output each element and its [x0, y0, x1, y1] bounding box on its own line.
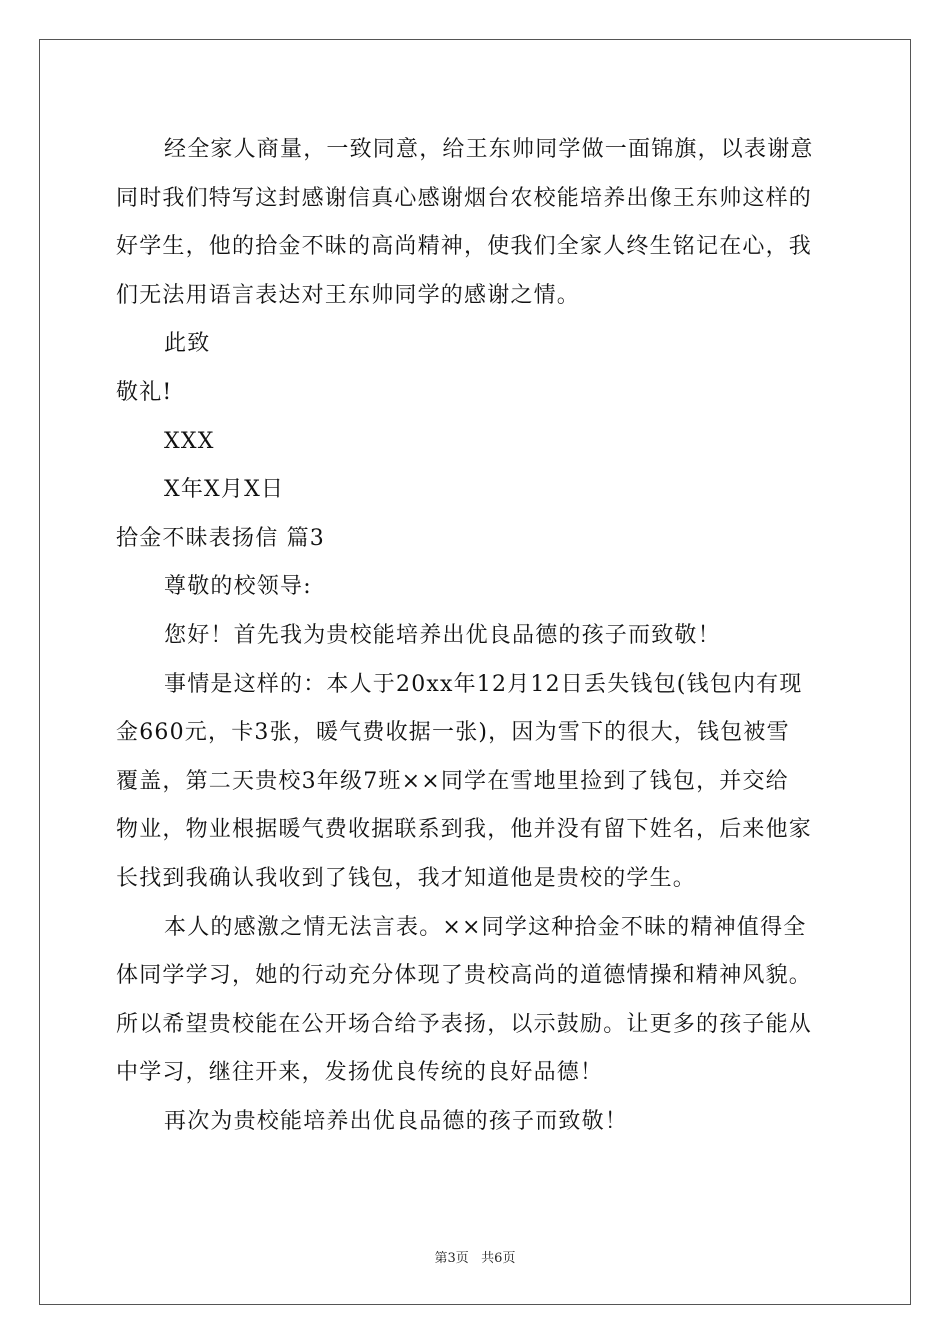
paragraph-line: 再次为贵校能培养出优良品德的孩子而致敬！: [164, 1108, 629, 1134]
paragraph-line: 体同学学习，她的行动充分体现了贵校高尚的道德情操和精神风貌。: [116, 963, 813, 989]
paragraph-line: 长找到我确认我收到了钱包，我才知道他是贵校的学生。: [116, 865, 697, 891]
section-heading: 拾金不昧表扬信 篇3: [116, 525, 325, 551]
paragraph-line: 覆盖，第二天贵校3年级7班××同学在雪地里捡到了钱包，并交给: [116, 768, 789, 794]
paragraph-line: 事情是这样的：本人于20xx年12月12日丢失钱包(钱包内有现: [164, 671, 803, 697]
paragraph-line: 物业，物业根据暖气费收据联系到我，他并没有留下姓名，后来他家: [116, 817, 813, 843]
paragraph-line: 所以希望贵校能在公开场合给予表扬，以示鼓励。让更多的孩子能从: [116, 1011, 813, 1037]
paragraph-line: 经全家人商量，一致同意，给王东帅同学做一面锦旗，以表谢意: [164, 137, 814, 162]
paragraph-line: 您好！首先我为贵校能培养出优良品德的孩子而致敬！: [164, 622, 721, 648]
signature-date: X年X月X日: [164, 477, 285, 503]
letter-greeting: 尊敬的校领导:: [164, 574, 312, 600]
page-footer: [0, 1247, 950, 1266]
document-body: [116, 126, 836, 1146]
paragraph-line: 同时我们特写这封感谢信真心感谢烟台农校能培养出像王东帅这样的: [116, 185, 813, 211]
paragraph-line: 金660元，卡3张，暖气费收据一张)，因为雪下的很大，钱包被雪: [116, 720, 790, 746]
closing-regards: 敬礼!: [116, 379, 173, 405]
paragraph-line: 本人的感激之情无法言表。××同学这种拾金不昧的精神值得全: [164, 914, 807, 940]
closing-salutation: 此致: [164, 331, 211, 357]
paragraph-line: 中学习，继往开来，发扬优良传统的良好品德！: [116, 1060, 604, 1086]
paragraph-line: 好学生，他的拾金不昧的高尚精神，使我们全家人终生铭记在心，我: [116, 234, 813, 260]
paragraph-line: 们无法用语言表达对王东帅同学的感谢之情。: [116, 282, 581, 308]
signature-name: XXX: [164, 428, 215, 454]
page-number: 第3页 共6页: [434, 1251, 516, 1266]
